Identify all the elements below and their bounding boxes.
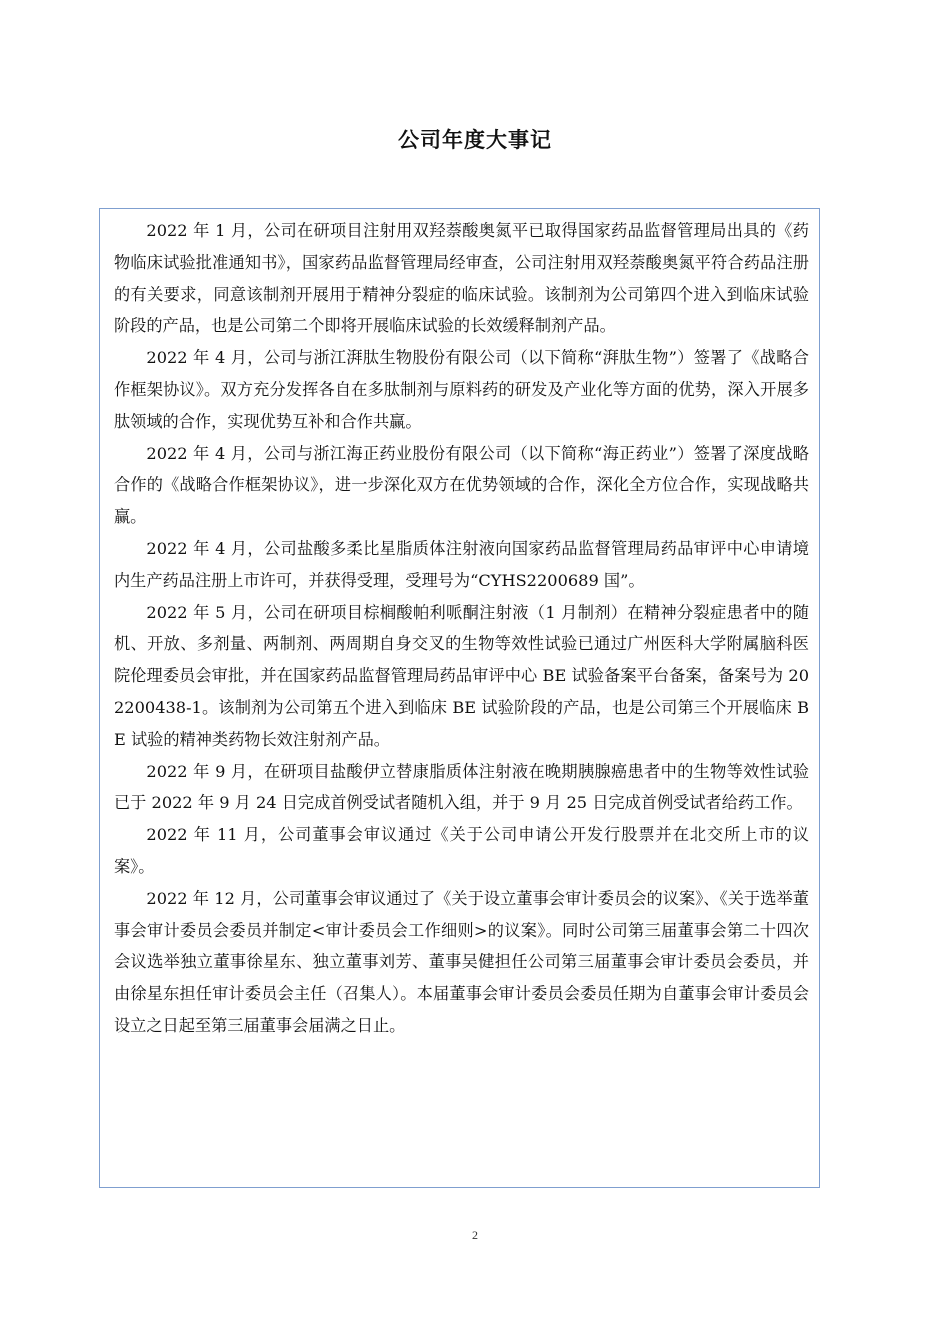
event-paragraph-apr-doxorubicin: 2022 年 4 月，公司盐酸多柔比星脂质体注射液向国家药品监督管理局药品审评中心申请境内生产药品注册上市许可，并获得受理，受理号为“CYHS2200689 国”。 bbox=[114, 538, 809, 590]
event-paragraph-nov: 2022 年 11 月，公司董事会审议通过《关于公司申请公开发行股票并在北交所上市的议案》。 bbox=[114, 825, 809, 876]
page-title: 公司年度大事记 bbox=[398, 128, 552, 152]
event-paragraph-jan: 2022 年 1 月，公司在研项目注射用双羟萘酸奥氮平已取得国家药品监督管理局出具的《药物临床试验批准通知书》，国家药品监督管理局经审查，公司注射用双羟萘酸奥氮平符合药品注册的有关要求，同意该制剂开展用于精神分裂症的临床试验。该制剂为公司第四个进入到临床试验阶段的产品，也是公司第二个即将开展临床试验的长效缓释制剂产品。 bbox=[114, 221, 809, 336]
event-paragraph-may: 2022 年 5 月，公司在研项目棕榈酸帕利哌酮注射液（1 月制剂）在精神分裂症患者中的随机、开放、多剂量、两制剂、两周期自身交叉的生物等效性试验已通过广州医科大学附属脑科医院伦理委员会审批，并在国家药品监督管理局药品审评中心 BE 试验备案平台备案，备案号为 202200438-1。该制剂为公司第五个进入到临床 BE 试验阶段的产品，也是公司第三个开展临床 BE 试验的精神类药物长效注射剂产品。 bbox=[114, 602, 809, 749]
event-paragraph-apr-hisun: 2022 年 4 月，公司与浙江海正药业股份有限公司（以下简称“海正药业”）签署了深度战略合作的《战略合作框架协议》，进一步深化双方在优势领域的合作，深化全方位合作，实现战略共赢。 bbox=[114, 443, 809, 527]
event-paragraph-sep: 2022 年 9 月，在研项目盐酸伊立替康脂质体注射液在晚期胰腺癌患者中的生物等效性试验已于 2022 年 9 月 24 日完成首例受试者随机入组，并于 9 月 25 日完成首例受试者给药工作。 bbox=[114, 761, 809, 813]
events-text-box bbox=[99, 208, 820, 1188]
event-paragraph-dec: 2022 年 12 月，公司董事会审议通过了《关于设立董事会审计委员会的议案》、《关于选举董事会审计委员会委员并制定<审计委员会工作细则>的议案》。同时公司第三届董事会第二十四次会议选举独立董事徐星东、独立董事刘芳、董事吴健担任公司第三届董事会审计委员会委员，并由徐星东担任审计委员会主任（召集人）。本届董事会审计委员会委员任期为自董事会审计委员会设立之日起至第三届董事会届满之日止。 bbox=[114, 888, 809, 1035]
event-paragraph-apr-paitai: 2022 年 4 月，公司与浙江湃肽生物股份有限公司（以下简称“湃肽生物”）签署了《战略合作框架协议》。双方充分发挥各自在多肽制剂与原料药的研发及产业化等方面的优势，深入开展多肽领域的合作，实现优势互补和合作共赢。 bbox=[114, 348, 809, 431]
page-number: 2 bbox=[472, 1228, 478, 1242]
